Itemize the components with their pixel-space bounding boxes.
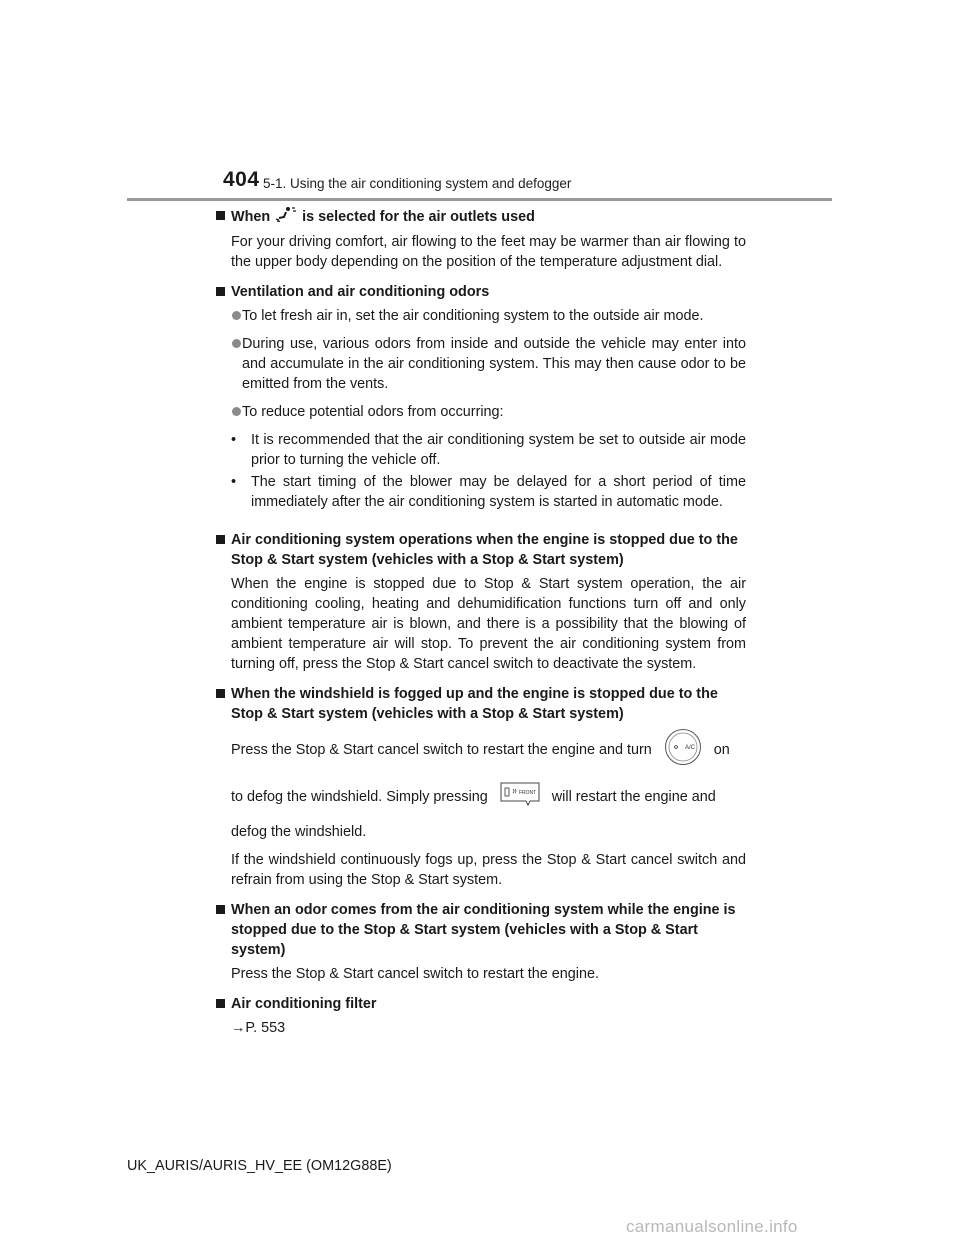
square-bullet-icon [216, 905, 225, 914]
paragraph-stop-start-ac: When the engine is stopped due to Stop & Start system operation, the air conditioning cooling, heating and dehumidification functions turn off and only ambient temperature air is blown, and there is a possibility that the blowing of ambient temperature air will stop. To prevent the air conditioning system from turning off, press the Stop & Start cancel switch to deactivate the system. [231, 576, 746, 672]
page-content [216, 206, 746, 1046]
heading-post-text: is selected for the air outlets used [302, 208, 535, 225]
heading-pre-text: When [231, 208, 271, 225]
line2-pre-text: to defog the windshield. Simply pressing [231, 788, 488, 805]
heading-stop-start-ac [216, 530, 746, 570]
section-title: 5-1. Using the air conditioning system and defogger [263, 176, 572, 191]
square-bullet-icon [216, 535, 225, 544]
heading-ac-filter [216, 994, 746, 1014]
line2-post-text: will restart the engine and [551, 788, 716, 805]
sub-bullet-mark: • [231, 474, 237, 490]
square-bullet-icon [216, 287, 225, 296]
paragraph-air-outlets: For your driving comfort, air flowing to the feet may be warmer than air flowing to the upper body depending on the position of the temperature adjustment dial. [231, 234, 746, 270]
paragraph-windshield-line3: defog the windshield. [231, 824, 367, 840]
svg-text:A/C: A/C [684, 745, 695, 751]
heading-text: Air conditioning filter [231, 996, 377, 1012]
heading-odors [216, 282, 746, 302]
round-bullet-icon [232, 311, 241, 320]
heading-text: When the windshield is fogged up and the engine is stopped due to the Stop & Start system (vehicles with a Stop & Start system) [231, 686, 718, 722]
paragraph-windshield-line2 [216, 782, 746, 812]
line1-post-text: on [713, 741, 730, 758]
list-item [216, 402, 746, 422]
paragraph-windshield-line1 [216, 728, 746, 772]
svg-text:FRONT: FRONT [518, 790, 537, 796]
heading-windshield-fogged [216, 684, 746, 724]
square-bullet-icon [216, 211, 225, 220]
front-defogger-button-icon [500, 782, 540, 812]
heading-odor-engine-stopped [216, 900, 746, 960]
bullet-text: To reduce potential odors from occurring: [242, 404, 504, 420]
square-bullet-icon [216, 689, 225, 698]
watermark: carmanualsonline.info [626, 1217, 798, 1236]
list-item [216, 306, 746, 326]
sub-bullet-text: It is recommended that the air conditioning system be set to outside air mode prior to turning the vehicle off. [251, 432, 746, 468]
round-bullet-icon [232, 339, 241, 348]
bullet-text: To let fresh air in, set the air conditioning system to the outside air mode. [242, 308, 704, 324]
sub-bullet-text: The start timing of the blower may be delayed for a short period of time immediately after the air conditioning system is started in automatic mode. [251, 474, 746, 510]
sub-list-item [216, 472, 746, 512]
heading-text: When an odor comes from the air conditioning system while the engine is stopped due to the Stop & Start system (vehicles with a Stop & Start system) [231, 902, 736, 958]
header-rule [127, 198, 832, 201]
footer-model-code: UK_AURIS/AURIS_HV_EE (OM12G88E) [127, 1158, 392, 1174]
page-reference-link[interactable]: →P. 553 [231, 1020, 286, 1036]
bullet-text: During use, various odors from inside and outside the vehicle may enter into and accumulate in the air conditioning system. This may then cause odor to be emitted from the vents. [242, 336, 746, 392]
paragraph-windshield-body2: If the windshield continuously fogs up, press the Stop & Start cancel switch and refrain from using the Stop & Start system. [231, 852, 746, 888]
ac-button-icon [664, 728, 702, 772]
heading-text: Air conditioning system operations when the engine is stopped due to the Stop & Start system (vehicles with a Stop & Start system) [231, 532, 738, 568]
feet-and-upper-body-airflow-icon [274, 206, 298, 228]
list-item [216, 334, 746, 394]
paragraph-odor-engine-stopped: Press the Stop & Start cancel switch to restart the engine. [231, 966, 599, 982]
page-number: 404 [223, 168, 260, 191]
sub-bullet-mark: • [231, 432, 237, 448]
square-bullet-icon [216, 999, 225, 1008]
round-bullet-icon [232, 407, 241, 416]
line1-pre-text: Press the Stop & Start cancel switch to restart the engine and turn [231, 741, 652, 758]
sub-list-item [216, 430, 746, 470]
heading-air-outlets [216, 206, 746, 228]
heading-text: Ventilation and air conditioning odors [231, 284, 490, 300]
